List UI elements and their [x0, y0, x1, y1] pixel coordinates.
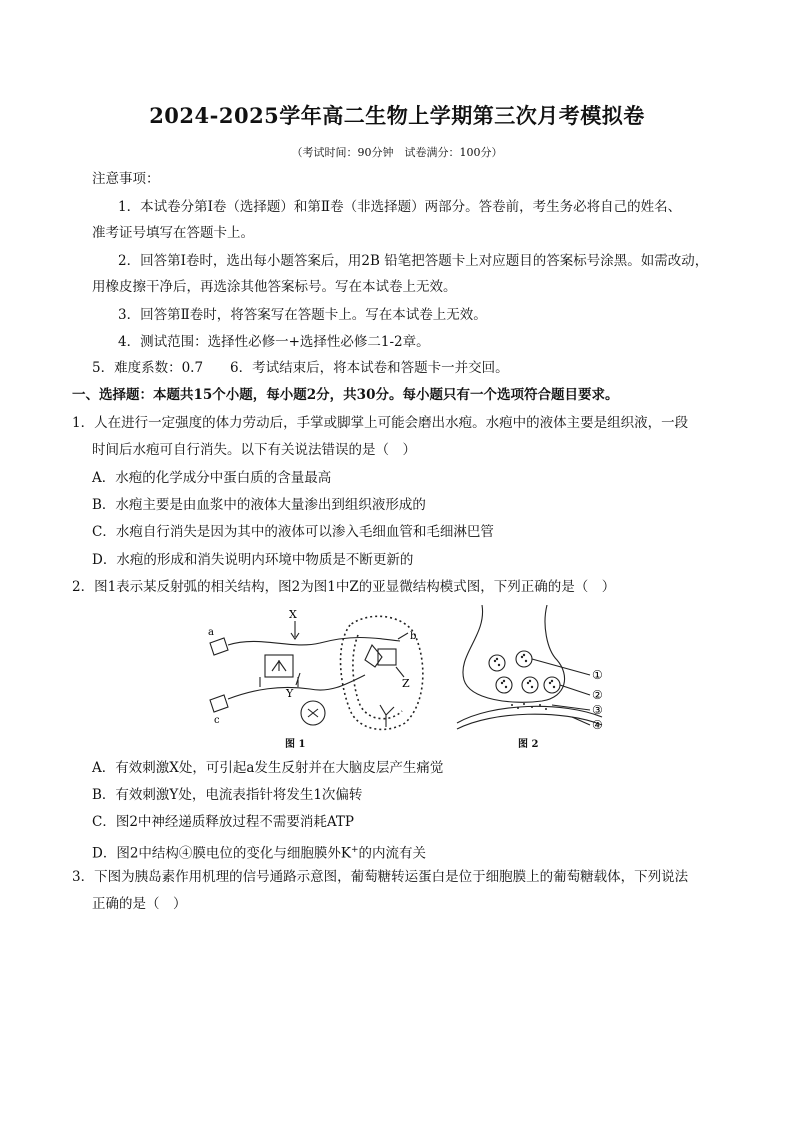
q3-stem-line1: 3．下图为胰岛素作用机理的信号通路示意图，葡萄糖转运蛋白是位于细胞膜上的葡萄糖载体，下列说法: [72, 869, 689, 885]
notice-item-3: 3．回答第Ⅱ卷时，将答案写在答题卡上。写在本试卷上无效。: [118, 307, 487, 323]
page-title: 2024-2025学年高二生物上学期第三次月考模拟卷: [149, 103, 645, 128]
interneuron-body: [365, 645, 382, 667]
q3-stem-line2: 正确的是（ ）: [92, 896, 187, 912]
vesicle: [544, 677, 560, 693]
effector-c-shape: [210, 695, 228, 712]
label-x: X: [289, 608, 297, 621]
vesicle: [496, 677, 512, 693]
presynaptic-terminal: [463, 605, 565, 702]
vesicle: [522, 677, 538, 693]
notice-heading: 注意事项：: [92, 171, 160, 187]
label-a: a: [208, 627, 214, 638]
q2-option-d: [92, 841, 426, 863]
afferent-fiber: [228, 638, 400, 646]
q1-option-c: C．水疱自行消失是因为其中的液体可以渗入毛细血管和毛细淋巴管: [92, 524, 494, 540]
q1-option-d: D．水疱的形成和消失说明内环境中物质是不断更新的: [92, 552, 414, 568]
label-3: ③: [592, 703, 603, 717]
leader-2: [560, 685, 590, 695]
q2-option-d-sup: +: [351, 845, 359, 855]
label-1: ①: [592, 668, 603, 682]
postsynaptic-membrane-inner: [457, 714, 602, 729]
vesicle: [516, 651, 532, 667]
motor-neuron: [380, 705, 394, 727]
figure-1-reflex-arc: [200, 605, 430, 750]
label-b: b: [410, 631, 417, 642]
q2-option-c: C．图2中神经递质释放过程不需要消耗ATP: [92, 814, 355, 830]
label-4: ④: [592, 718, 603, 732]
q1-option-b: B．水疱主要是由血浆中的液体大量渗出到组织液形成的: [92, 497, 426, 513]
notice-item-2: 2．回答第Ⅰ卷时，选出每小题答案后，用2B 铅笔把答题卡上对应题目的答案标号涂黑。如需改动，: [118, 253, 709, 269]
label-c: c: [214, 715, 220, 726]
figure-2-caption: 图 2: [518, 739, 539, 750]
figure-2-synapse: [452, 605, 642, 735]
label-2: ②: [592, 688, 603, 702]
leader-1: [532, 659, 590, 675]
galvanometer-leads: [260, 677, 298, 687]
synapse-z-box: [378, 649, 396, 665]
label-y: Y: [286, 687, 294, 700]
vesicle: [489, 655, 505, 671]
notice-item-2-cont: 用橡皮擦干净后，再选涂其他答案标号。写在本试卷上无效。: [92, 279, 457, 295]
label-z: Z: [402, 677, 410, 690]
q1-stem-line2: 时间后水疱可自行消失。以下有关说法错误的是（ ）: [92, 442, 416, 458]
q1-stem-line1: 1．人在进行一定强度的体力劳动后，手掌或脚掌上可能会磨出水疱。水疱中的液体主要是组织液，一段: [72, 415, 689, 431]
efferent-fiber: [228, 675, 365, 699]
ganglion-mark: [308, 709, 318, 717]
q2-option-a: A．有效刺激X处，可引起a发生反射并在大脑皮层产生痛觉: [92, 760, 444, 776]
figure-1-caption: 图 1: [285, 739, 306, 750]
z-arrow-line: [396, 667, 404, 677]
section-1-heading: 一、选择题：本题共15个小题，每小题2分，共30分。每小题只有一个选项符合题目要求。: [72, 387, 619, 403]
notice-item-1-cont: 准考证号填写在答题卡上。: [92, 225, 254, 241]
b-arrow-line: [398, 633, 408, 639]
page-subtitle: （考试时间：90分钟 试卷满分：100分）: [291, 146, 503, 159]
notice-item-4: 4．测试范围：选择性必修一+选择性必修二1-2章。: [118, 334, 430, 350]
q2-option-d-pre: D．图2中结构④膜电位的变化与细胞膜外K: [92, 845, 351, 862]
q2-option-b: B．有效刺激Y处，电流表指针将发生1次偏转: [92, 787, 363, 803]
notice-item-1: 1．本试卷分第Ⅰ卷（选择题）和第Ⅱ卷（非选择题）两部分。答卷前，考生务必将自己的姓名、: [118, 199, 682, 215]
q2-stem: 2．图1表示某反射弧的相关结构，图2为图1中Z的亚显微结构模式图，下列正确的是（ ）: [72, 579, 616, 595]
q2-option-d-post: 的内流有关: [358, 845, 427, 862]
notice-item-5-6: 5．难度系数：0.7 6．考试结束后，将本试卷和答题卡一并交回。: [92, 360, 509, 376]
receptor-a-shape: [210, 638, 228, 655]
q1-option-a: A．水疱的化学成分中蛋白质的含量最高: [92, 470, 332, 486]
